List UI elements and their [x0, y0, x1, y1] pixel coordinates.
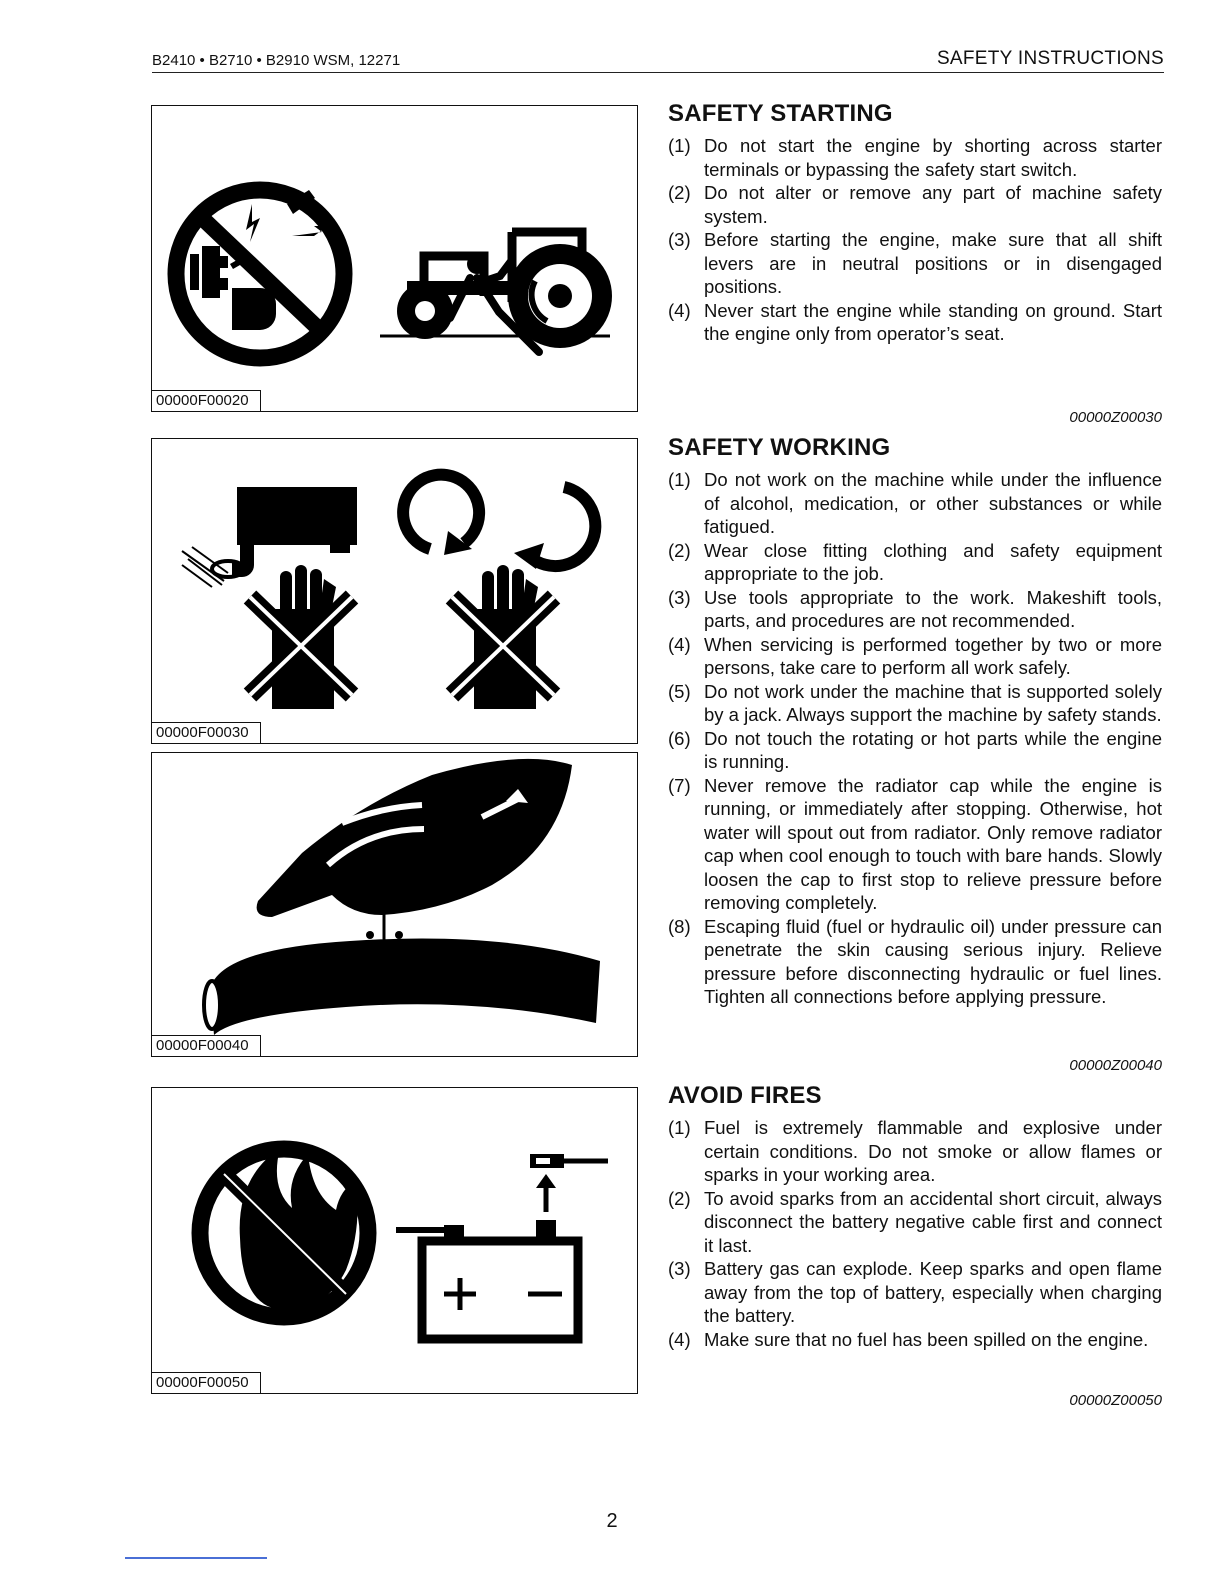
list-item: (4) Never start the engine while standing on ground. Start the engine only from operator’s seat.: [668, 299, 1162, 344]
list-item: (4) When servicing is performed together by two or more persons, take care to perform all work safely.: [668, 633, 1162, 678]
section-code: 00000Z00040: [1069, 1057, 1162, 1074]
figure-code: 00000F00040: [152, 1035, 261, 1056]
list-item: (4) Make sure that no fuel has been spilled on the engine.: [668, 1328, 1149, 1350]
list-item: (3) Use tools appropriate to the work. Makeshift tools, parts, and procedures are not recommended.: [668, 586, 1162, 631]
list-item: (7) Never remove the radiator cap while the engine is running, or immediately after stopping. Otherwise, hot water will spout out from radiator. Only remove radiator cap when cool enough to touch with bare hands. Slowly loosen the cap to first stop to relieve pressure before removing completely.: [668, 774, 1162, 913]
figure-escaping-fluid: [151, 752, 638, 1057]
figure-code: 00000F00020: [152, 390, 261, 411]
list-item: (1) Do not start the engine by shorting across starter terminals or bypassing the safety start switch.: [668, 135, 1162, 180]
list-item: (2) To avoid sparks from an accidental short circuit, always disconnect the battery negative cable first and connect it last.: [668, 1187, 1162, 1256]
list-item: (2) Wear close fitting clothing and safety equipment appropriate to the job.: [668, 539, 1162, 584]
page-header: [152, 50, 1164, 73]
footer-rule: [125, 1557, 267, 1559]
list-item: (6) Do not touch the rotating or hot parts while the engine is running.: [668, 727, 1162, 772]
section-title: SAFETY WORKING: [668, 434, 891, 461]
section-safety-working: [668, 434, 1162, 1009]
section-safety-starting: [668, 100, 1162, 346]
section-code: 00000Z00050: [1069, 1392, 1162, 1409]
figure-rotating-parts: [151, 438, 638, 744]
list-item: (1) Do not work on the machine while under the influence of alcohol, medication, or other substances or while fatigued.: [668, 469, 1162, 537]
section-code: 00000Z00030: [1069, 409, 1162, 426]
list-item: (3) Battery gas can explode. Keep sparks and open flame away from the top of battery, especially when charging the battery.: [668, 1258, 1162, 1326]
list-item: (8) Escaping fluid (fuel or hydraulic oil) under pressure can penetrate the skin causing serious injury. Relieve pressure before disconnecting hydraulic or fuel lines. Tighten all connections before applying pressure.: [668, 915, 1162, 1007]
list-item: (2) Do not alter or remove any part of machine safety system.: [668, 182, 1162, 227]
figure-safety-starting: [151, 105, 638, 412]
list-item: (1) Fuel is extremely flammable and explosive under certain conditions. Do not smoke or allow flames or sparks in your working area.: [668, 1117, 1162, 1185]
figure-code: 00000F00050: [152, 1372, 261, 1393]
no-shorting-illustration: [152, 106, 639, 413]
figure-code: 00000F00030: [152, 722, 261, 743]
section-title: SAFETY STARTING: [668, 100, 893, 127]
section-title: AVOID FIRES: [668, 1082, 822, 1109]
no-hands-rotating-illustration: [152, 439, 639, 745]
chapter-title: SAFETY INSTRUCTIONS: [936, 48, 1164, 69]
page-number: 2: [606, 1510, 618, 1532]
section-avoid-fires: [668, 1082, 1162, 1351]
no-fire-battery-illustration: [152, 1088, 639, 1395]
list-item: (3) Before starting the engine, make sure that all shift levers are in neutral positions or in disengaged positions.: [668, 229, 1162, 297]
list-item: (5) Do not work under the machine that is supported solely by a jack. Always support the machine by safety stands.: [668, 680, 1162, 725]
figure-avoid-fires: [151, 1087, 638, 1394]
manual-id: B2410 • B2710 • B2910 WSM, 12271: [152, 52, 401, 69]
pinhole-leak-illustration: [152, 753, 639, 1058]
